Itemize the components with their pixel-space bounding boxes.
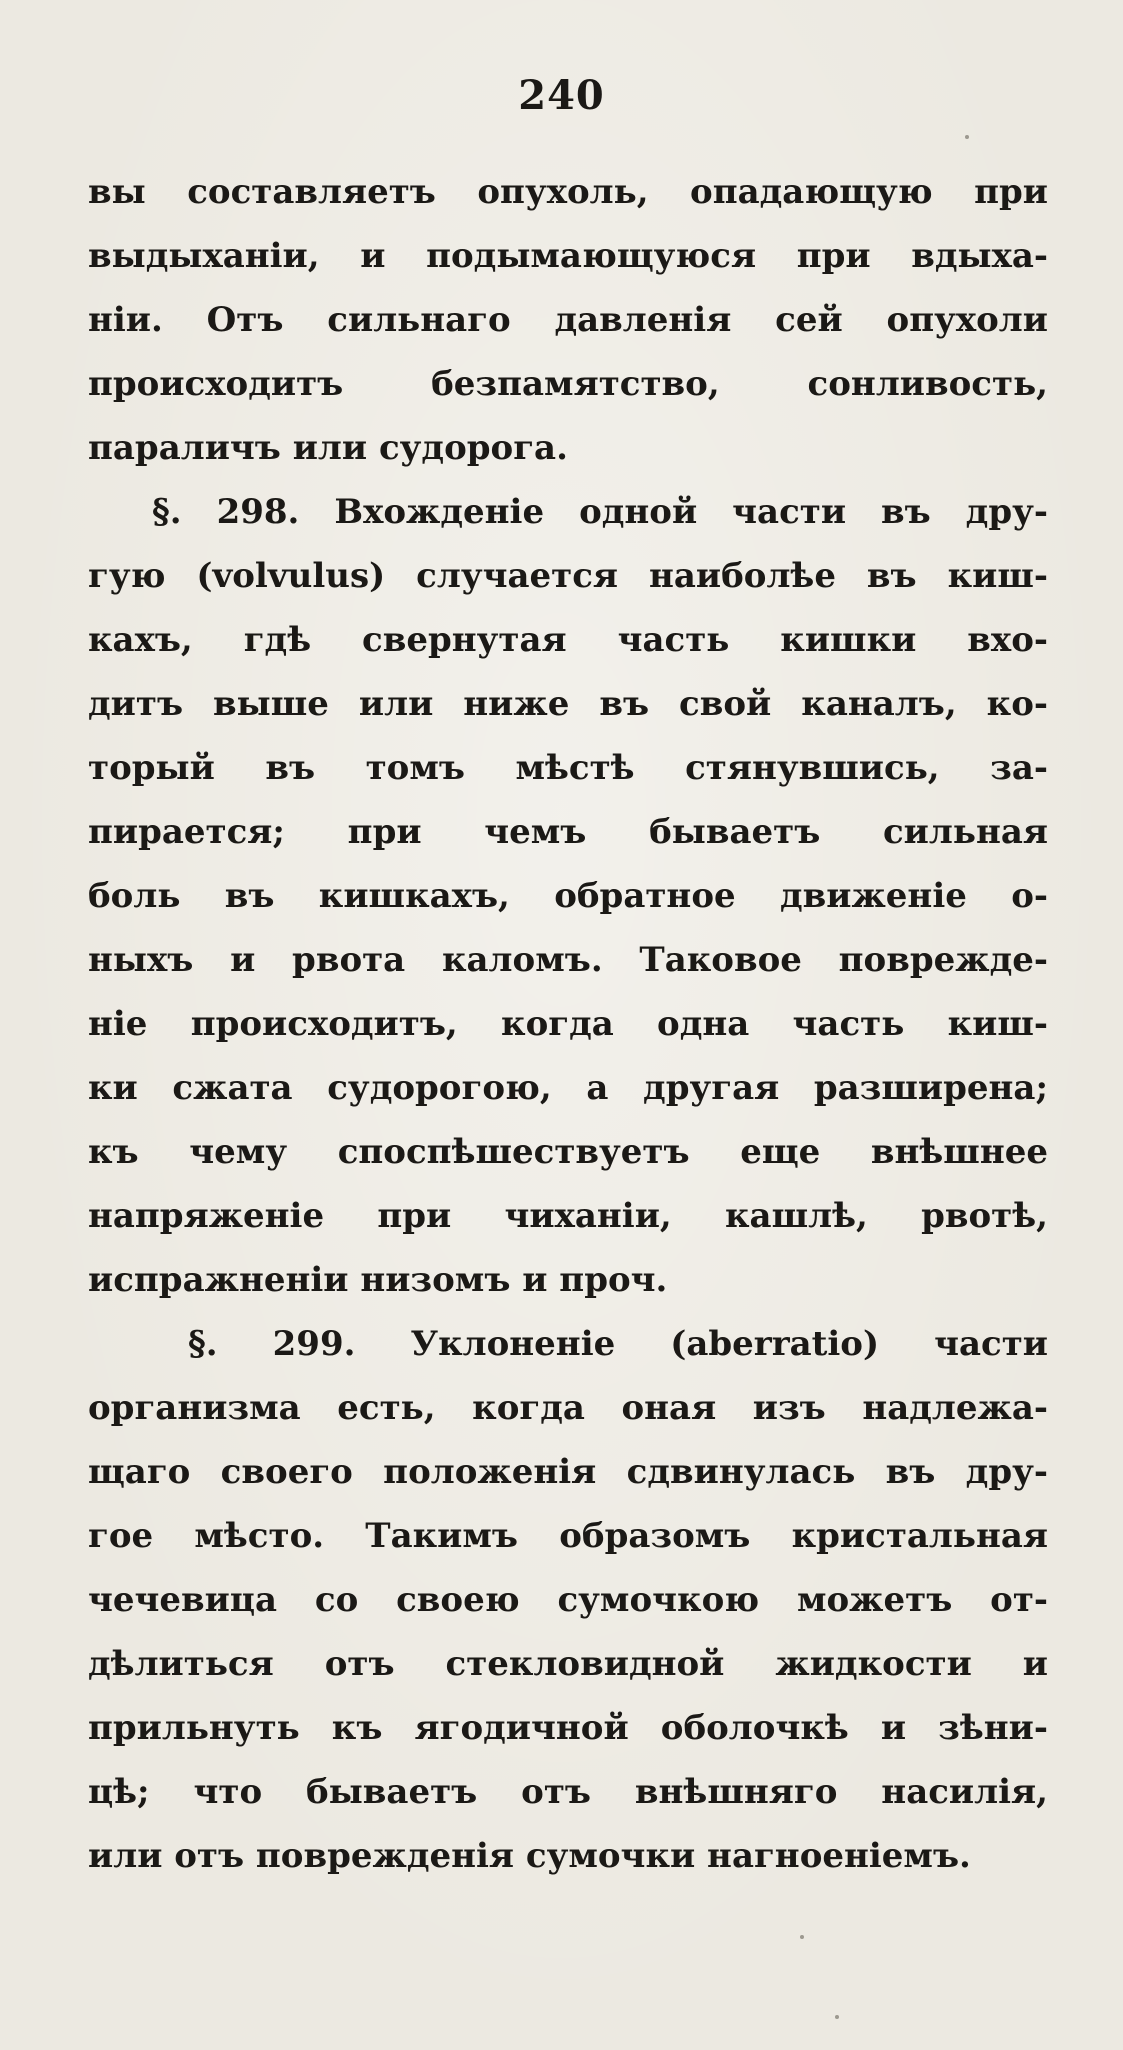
text-line: вы составляетъ опухоль, опадающую при	[88, 172, 1048, 212]
text-block	[88, 160, 1048, 1888]
text-line: напряженіе при чиханіи, кашлѣ, рвотѣ,	[88, 1196, 1048, 1236]
text-line: гую (volvulus) случается наиболѣе въ киш-	[88, 556, 1048, 596]
text-line: ніе происходитъ, когда одна часть киш-	[88, 1004, 1048, 1044]
paper-speck	[965, 135, 969, 139]
text-line: параличъ или судорога.	[88, 428, 568, 468]
text-line: или отъ поврежденія сумочки нагноеніемъ.	[88, 1836, 971, 1876]
text-line: ныхъ и рвота каломъ. Таковое поврежде-	[88, 940, 1048, 980]
text-line: гое мѣсто. Такимъ образомъ кристальная	[88, 1516, 1048, 1556]
section-heading-line: §. 298. Вхожденіе одной части въ дру-	[152, 492, 1048, 532]
text-line: пирается; при чемъ бываетъ сильная	[88, 812, 1048, 852]
text-line: щаго своего положенія сдвинулась въ дру-	[88, 1452, 1048, 1492]
section-heading-line: §. 299. Уклоненіе (aberratio) части	[188, 1324, 1048, 1364]
text-line: испражненіи низомъ и проч.	[88, 1260, 668, 1300]
text-line: цѣ; что бываетъ отъ внѣшняго насилія,	[88, 1772, 1048, 1812]
paper-speck	[835, 2015, 839, 2019]
text-line: дитъ выше или ниже въ свой каналъ, ко-	[88, 684, 1048, 724]
text-line: выдыханіи, и подымающуюся при вдыха-	[88, 236, 1048, 276]
text-line: дѣлиться отъ стекловидной жидкости и	[88, 1644, 1048, 1684]
text-line: чечевица со своею сумочкою можетъ от-	[88, 1580, 1048, 1620]
paper-speck	[800, 1935, 804, 1939]
text-line: ніи. Отъ сильнаго давленія сей опухоли	[88, 300, 1048, 340]
text-line: ки сжата судорогою, а другая разширена;	[88, 1068, 1048, 1108]
text-line: къ чему споспѣшествуетъ еще внѣшнее	[88, 1132, 1048, 1172]
page-number: 240	[518, 72, 605, 119]
text-line: торый въ томъ мѣстѣ стянувшись, за-	[88, 748, 1048, 788]
text-line: боль въ кишкахъ, обратное движеніе о-	[88, 876, 1048, 916]
text-line: кахъ, гдѣ свернутая часть кишки вхо-	[88, 620, 1048, 660]
text-line: организма есть, когда оная изъ надлежа-	[88, 1388, 1048, 1428]
paragraph-section-298	[88, 480, 1048, 1312]
text-line: происходитъ безпамятство, сонливость,	[88, 364, 1048, 404]
paragraph-continuation	[88, 160, 1048, 480]
text-line: прильнуть къ ягодичной оболочкѣ и зѣни-	[88, 1708, 1048, 1748]
paragraph-section-299	[88, 1312, 1048, 1888]
